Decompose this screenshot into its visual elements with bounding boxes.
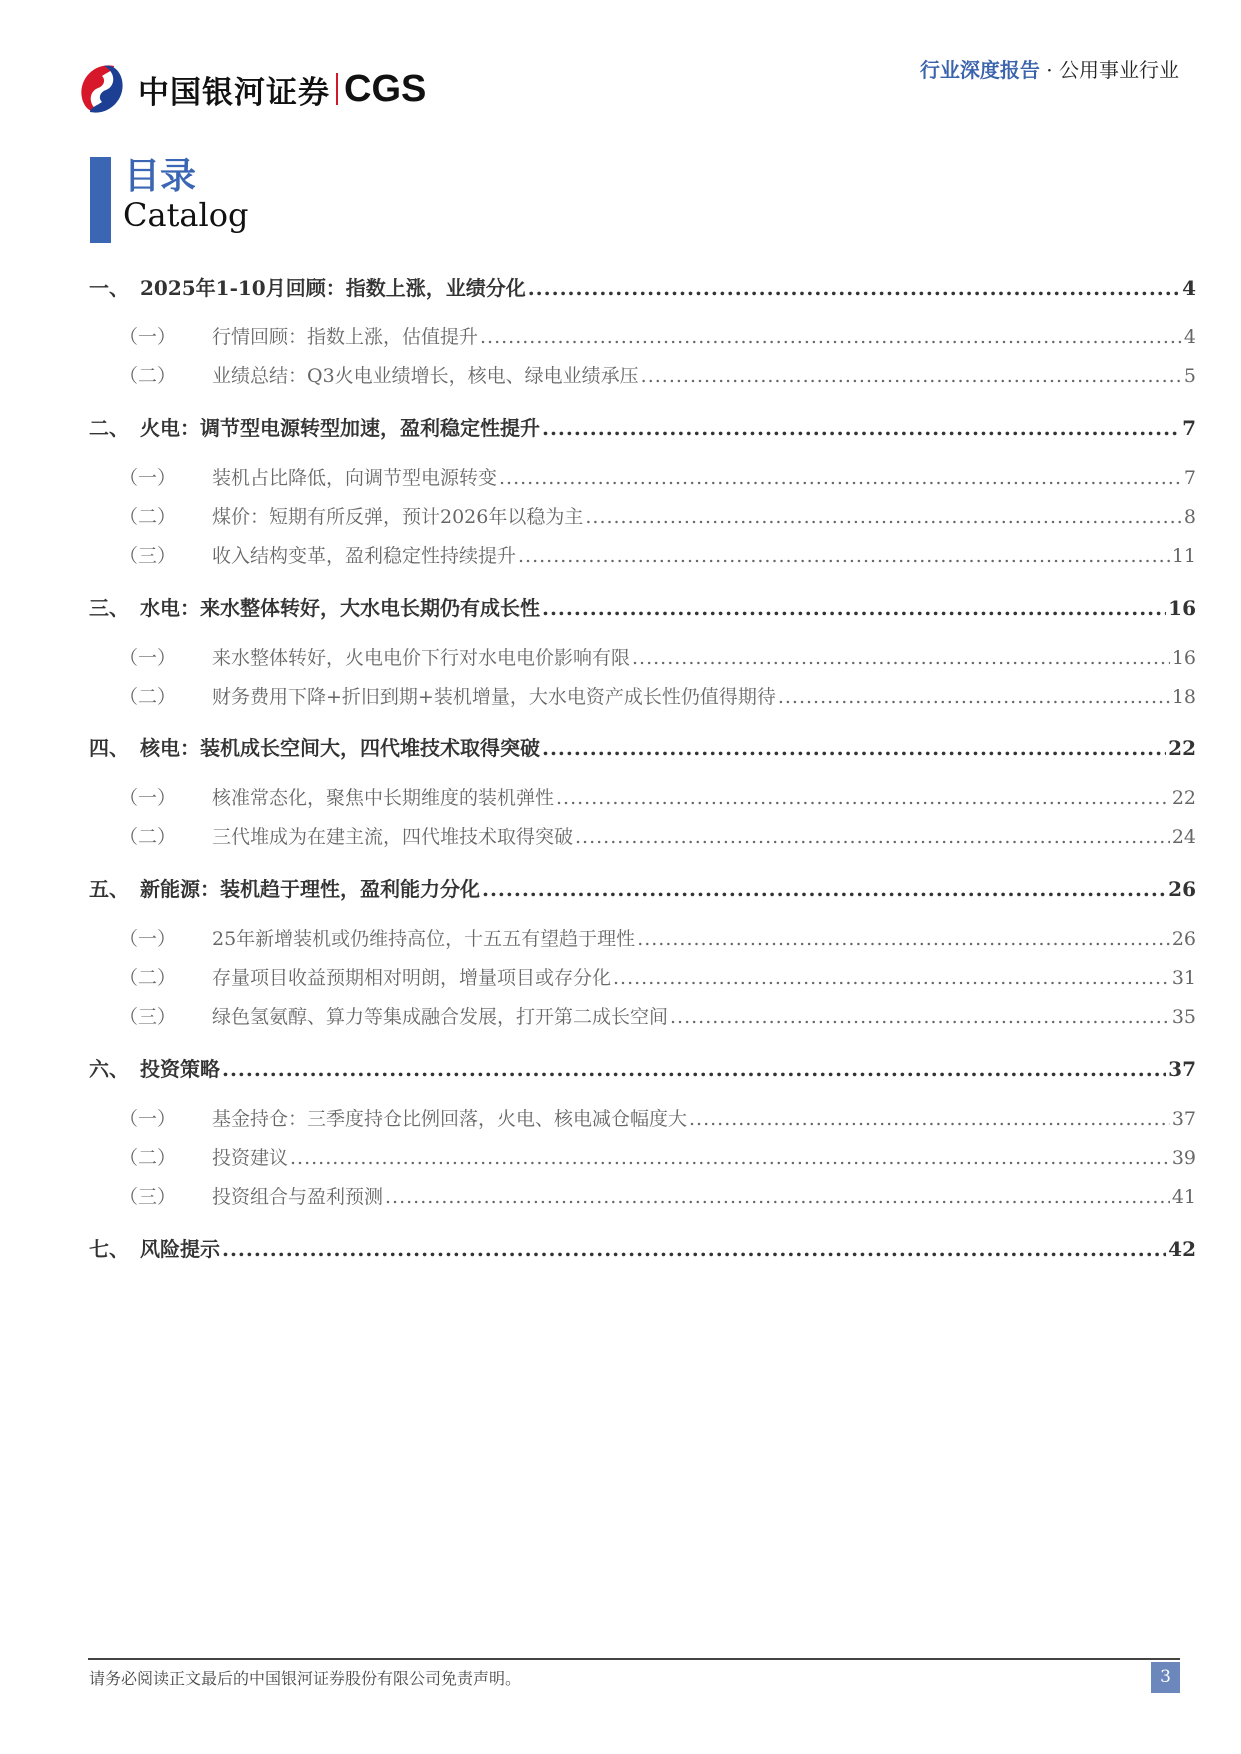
- toc-entry-page: 37: [1171, 1108, 1196, 1130]
- toc-entry-label: 基金持仓：三季度持仓比例回落，火电、核电减仓幅度大: [212, 1108, 688, 1130]
- toc-entry-label: 业绩总结：Q3火电业绩增长，核电、绿电业绩承压: [212, 365, 639, 387]
- toc-entry-page: 18: [1171, 686, 1196, 708]
- footer-divider: [88, 1658, 1180, 1660]
- toc-entry-page: 26: [1171, 928, 1196, 950]
- logo-mark-icon: [74, 62, 130, 116]
- toc-entry-label: 水电：来水整体转好，大水电长期仍有成长性: [140, 596, 540, 620]
- report-type: 行业深度报告: [919, 58, 1040, 82]
- toc-entry-label: 25年新增装机或仍维持高位，十五五有望趋于理性: [212, 928, 636, 950]
- dot-leader: [518, 545, 1170, 567]
- dot-leader: [542, 596, 1166, 620]
- toc-entry[interactable]: [89, 1104, 1196, 1130]
- toc-entry-label: 投资建议: [212, 1147, 289, 1169]
- toc-entry-number: （二）: [119, 365, 177, 387]
- toc-entry-number: （三）: [119, 1186, 177, 1208]
- dot-leader: [385, 1186, 1170, 1208]
- toc-entry-label: 核电：装机成长空间大，四代堆技术取得突破: [140, 736, 540, 760]
- toc-entry-label: 装机占比降低，向调节型电源转变: [212, 467, 498, 489]
- toc-entry[interactable]: [89, 732, 1196, 758]
- toc-entry-label: 新能源：装机趋于理性，盈利能力分化: [140, 877, 480, 901]
- toc-entry[interactable]: [89, 592, 1196, 618]
- toc-entry-number: （一）: [119, 326, 177, 348]
- industry-name: 公用事业行业: [1059, 58, 1179, 82]
- dot-leader: [670, 1006, 1170, 1028]
- toc-entry-number: （二）: [119, 826, 177, 848]
- toc-entry-page: 7: [1182, 416, 1196, 440]
- dot-leader: [641, 365, 1182, 387]
- toc-entry[interactable]: [89, 873, 1196, 899]
- dot-leader: [585, 506, 1182, 528]
- toc-entry-label: 绿色氢氨醇、算力等集成融合发展，打开第二成长空间: [212, 1006, 669, 1028]
- toc-entry-page: 41: [1171, 1186, 1196, 1208]
- dot-leader: [556, 787, 1170, 809]
- toc-entry[interactable]: [89, 412, 1196, 438]
- toc-entry-label: 存量项目收益预期相对明朗，增量项目或存分化: [212, 967, 612, 989]
- toc-entry-number: （一）: [119, 928, 177, 950]
- toc-entry-number: （一）: [119, 1108, 177, 1130]
- toc-entry[interactable]: [89, 924, 1196, 950]
- toc-entry-page: 22: [1168, 736, 1196, 760]
- toc-entry[interactable]: [89, 1002, 1196, 1028]
- toc-entry-number: 一、: [89, 276, 129, 300]
- toc-entry-page: 4: [1183, 326, 1196, 348]
- toc-entry[interactable]: [89, 1053, 1196, 1079]
- toc-entry-number: （一）: [119, 787, 177, 809]
- toc-entry[interactable]: [89, 502, 1196, 528]
- toc-entry[interactable]: [89, 783, 1196, 809]
- toc-entry[interactable]: [89, 463, 1196, 489]
- toc-entry-number: （二）: [119, 506, 177, 528]
- toc-entry-page: 11: [1171, 545, 1196, 567]
- toc-entry-label: 核准常态化，聚焦中长期维度的装机弹性: [212, 787, 555, 809]
- toc-entry-number: （二）: [119, 1147, 177, 1169]
- logo-text-en: CGS: [344, 67, 427, 110]
- catalog-title-cn: 目录: [124, 155, 197, 197]
- toc-entry-page: 31: [1171, 967, 1196, 989]
- toc-entry-page: 7: [1183, 467, 1196, 489]
- toc-entry-number: （三）: [119, 545, 177, 567]
- toc-entry-label: 火电：调节型电源转型加速，盈利稳定性提升: [140, 416, 540, 440]
- toc-entry-page: 35: [1171, 1006, 1196, 1028]
- toc-entry-number: 六、: [89, 1057, 129, 1081]
- toc-entry-number: （三）: [119, 1006, 177, 1028]
- catalog-title-en: Catalog: [123, 196, 249, 234]
- toc-entry-number: 七、: [89, 1237, 129, 1261]
- dot-leader: [482, 877, 1166, 901]
- toc-entry-label: 三代堆成为在建主流，四代堆技术取得突破: [212, 826, 574, 848]
- toc-entry-page: 26: [1168, 877, 1196, 901]
- toc-entry-page: 39: [1171, 1147, 1196, 1169]
- toc-entry[interactable]: [89, 822, 1196, 848]
- title-accent-bar: [90, 157, 111, 243]
- toc-entry-page: 16: [1168, 596, 1196, 620]
- toc-entry-number: 五、: [89, 877, 129, 901]
- toc-entry-page: 4: [1182, 276, 1196, 300]
- toc-entry-label: 投资策略: [140, 1057, 220, 1081]
- toc-entry-number: （一）: [119, 467, 177, 489]
- toc-entry-page: 37: [1168, 1057, 1196, 1081]
- logo-divider: [336, 73, 338, 105]
- dot-leader: [528, 276, 1180, 300]
- dot-leader: [222, 1237, 1166, 1261]
- dot-leader: [637, 928, 1170, 950]
- toc-entry-page: 8: [1183, 506, 1196, 528]
- header-separator: ·: [1046, 58, 1053, 82]
- dot-leader: [499, 467, 1182, 489]
- dot-leader: [575, 826, 1170, 848]
- toc-entry-number: 二、: [89, 416, 129, 440]
- toc-entry-label: 财务费用下降+折旧到期+装机增量，大水电资产成长性仍值得期待: [212, 686, 776, 708]
- logo-text-cn: 中国银河证券: [138, 74, 330, 111]
- dot-leader: [480, 326, 1182, 348]
- toc-entry[interactable]: [89, 643, 1196, 669]
- company-logo: [74, 62, 426, 116]
- footer-disclaimer: 请务必阅读正文最后的中国银河证券股份有限公司免责声明。: [89, 1669, 522, 1688]
- toc-entry-page: 22: [1171, 787, 1196, 809]
- report-header: [920, 54, 1179, 83]
- toc-entry-label: 煤价：短期有所反弹，预计2026年以稳为主: [212, 506, 584, 528]
- toc-entry[interactable]: [89, 541, 1196, 567]
- dot-leader: [290, 1147, 1170, 1169]
- toc-entry[interactable]: [89, 1182, 1196, 1208]
- toc-entry-page: 24: [1171, 826, 1196, 848]
- toc-entry-label: 风险提示: [140, 1237, 220, 1261]
- dot-leader: [542, 736, 1166, 760]
- toc-entry[interactable]: [89, 682, 1196, 708]
- dot-leader: [778, 686, 1170, 708]
- dot-leader: [689, 1108, 1170, 1130]
- toc-entry-number: （一）: [119, 647, 177, 669]
- toc-entry[interactable]: [89, 963, 1196, 989]
- toc-entry[interactable]: [89, 322, 1196, 348]
- toc-entry-label: 行情回顾：指数上涨，估值提升: [212, 326, 479, 348]
- dot-leader: [613, 967, 1170, 989]
- toc-entry-label: 来水整体转好，火电电价下行对水电电价影响有限: [212, 647, 631, 669]
- dot-leader: [542, 416, 1180, 440]
- toc-entry-label: 2025年1-10月回顾：指数上涨，业绩分化: [140, 276, 526, 300]
- page-number: 3: [1151, 1662, 1180, 1693]
- dot-leader: [632, 647, 1170, 669]
- toc-entry[interactable]: [89, 1233, 1196, 1259]
- toc-entry-page: 16: [1171, 647, 1196, 669]
- toc-entry-number: 三、: [89, 596, 129, 620]
- toc-entry[interactable]: [89, 272, 1196, 298]
- toc-entry-number: 四、: [89, 736, 129, 760]
- toc-entry-page: 42: [1168, 1237, 1196, 1261]
- toc-entry-page: 5: [1183, 365, 1196, 387]
- toc-entry-number: （二）: [119, 967, 177, 989]
- dot-leader: [222, 1057, 1166, 1081]
- toc-entry[interactable]: [89, 361, 1196, 387]
- toc-entry-number: （二）: [119, 686, 177, 708]
- toc-entry-label: 收入结构变革，盈利稳定性持续提升: [212, 545, 517, 567]
- toc-entry[interactable]: [89, 1143, 1196, 1169]
- toc-entry-label: 投资组合与盈利预测: [212, 1186, 384, 1208]
